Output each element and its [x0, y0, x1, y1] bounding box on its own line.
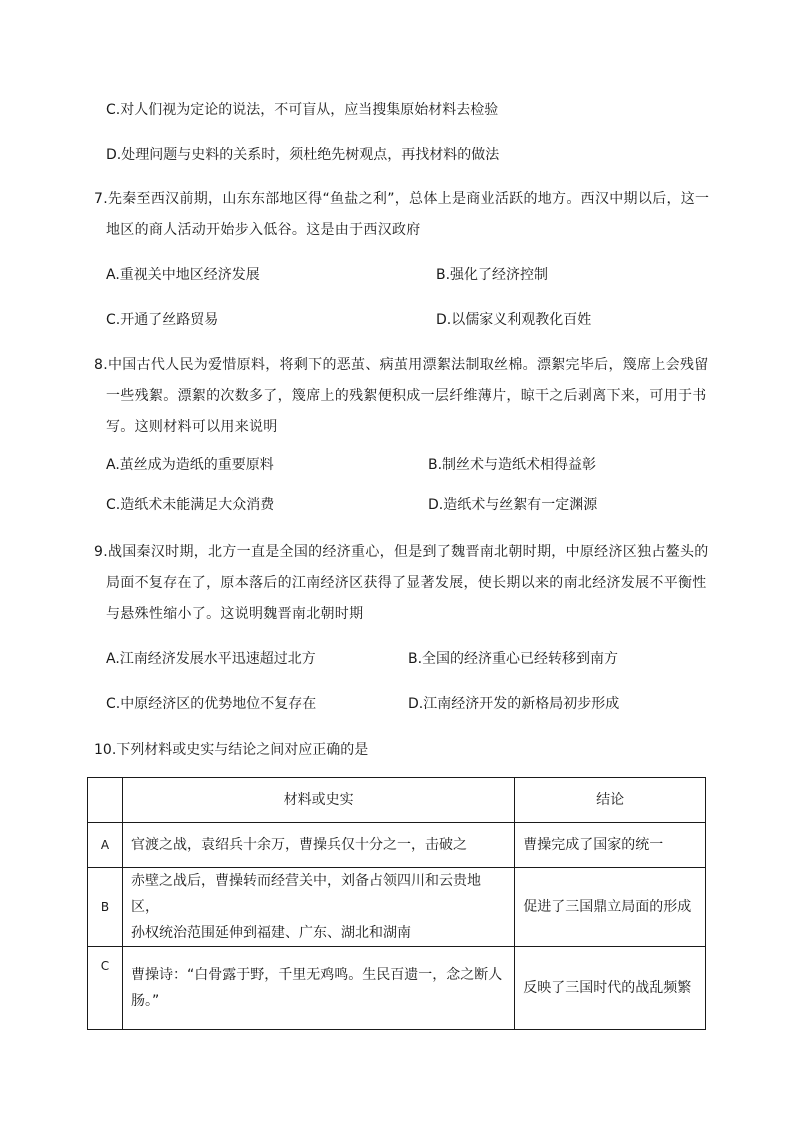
q10-table [87, 777, 706, 1030]
row-conclusion: 反映了三国时代的战乱频繁 [515, 947, 706, 1030]
q8-stem-line2: 一些残絮。漂絮的次数多了，篾席上的残絮便积成一层纤维薄片，晾干之后剥离下来，可用于书 [106, 388, 707, 404]
q8-option-c: C.造纸术未能满足大众消费 [106, 497, 275, 513]
row-conclusion: 促进了三国鼎立局面的形成 [515, 868, 706, 947]
q8-option-a: A.茧丝成为造纸的重要原料 [106, 457, 274, 473]
q9-option-d: D.江南经济开发的新格局初步形成 [408, 696, 620, 712]
q7-option-c: C.开通了丝路贸易 [106, 312, 219, 328]
row-material-line: 肠。” [130, 993, 160, 1009]
row-conclusion: 曹操完成了国家的统一 [515, 823, 706, 868]
q9-option-c: C.中原经济区的优势地位不复存在 [106, 696, 317, 712]
q7-option-a: A.重视关中地区经济发展 [106, 267, 260, 283]
table-header-material: 材料或史实 [122, 778, 514, 823]
row-material [122, 823, 514, 868]
row-material-line: 孙权统治范围延伸到福建、广东、湖北和湖南 [130, 925, 411, 941]
table-row [88, 947, 706, 1030]
q7-option-b: B.强化了经济控制 [436, 267, 549, 283]
q9-option-a: A.江南经济发展水平迅速超过北方 [106, 651, 316, 667]
row-label: A [88, 823, 123, 868]
table-header-label [88, 778, 123, 823]
row-label: B [88, 868, 123, 947]
table-header-conclusion: 结论 [515, 778, 706, 823]
table-row [88, 868, 706, 947]
q8-stem-line3: 写。这则材料可以用来说明 [106, 419, 278, 435]
row-material-line: 官渡之战，袁绍兵十余万，曹操兵仅十分之一，击破之 [130, 837, 467, 853]
q9-option-b: B.全国的经济重心已经转移到南方 [408, 651, 619, 667]
row-material-line: 赤壁之战后，曹操转而经营关中，刘备占领四川和云贵地区， [130, 873, 481, 915]
q6-option-c: C.对人们视为定论的说法，不可盲从，应当搜集原始材料去检验 [106, 102, 499, 118]
q8-option-b: B.制丝术与造纸术相得益彰 [428, 457, 597, 473]
row-material [122, 947, 514, 1030]
q7-stem-line2: 地区的商人活动开始步入低谷。这是由于西汉政府 [106, 222, 421, 238]
q8-stem-line1: 8.中国古代人民为爱惜原料，将剩下的恶茧、病茧用漂絮法制取丝棉。漂絮完毕后，篾席上会残留 [94, 357, 709, 373]
q7-stem-line1: 7.先秦至西汉前期，山东东部地区得“鱼盐之利”，总体上是商业活跃的地方。西汉中期以后，这一 [94, 191, 710, 207]
q9-stem-line2: 局面不复存在了，原本落后的江南经济区获得了显著发展，使长期以来的南北经济发展不平衡性 [106, 575, 707, 591]
table-header-row [88, 778, 706, 823]
table-row [88, 823, 706, 868]
q8-option-d: D.造纸术与丝絮有一定渊源 [428, 497, 598, 513]
row-label: C [88, 947, 123, 1030]
q9-stem-line1: 9.战国秦汉时期，北方一直是全国的经济重心，但是到了魏晋南北朝时期，中原经济区独占鳌头的 [94, 544, 709, 560]
q6-option-d: D.处理问题与史料的关系时，须杜绝先树观点，再找材料的做法 [106, 147, 500, 163]
row-material [122, 868, 514, 947]
q10-stem: 10.下列材料或史实与结论之间对应正确的是 [94, 742, 369, 758]
row-material-line: 曹操诗：“白骨露于野，千里无鸡鸣。生民百遗一，念之断人 [130, 967, 503, 983]
q9-stem-line3: 与悬殊性缩小了。这说明魏晋南北朝时期 [106, 606, 364, 622]
q7-option-d: D.以儒家义利观教化百姓 [436, 312, 592, 328]
